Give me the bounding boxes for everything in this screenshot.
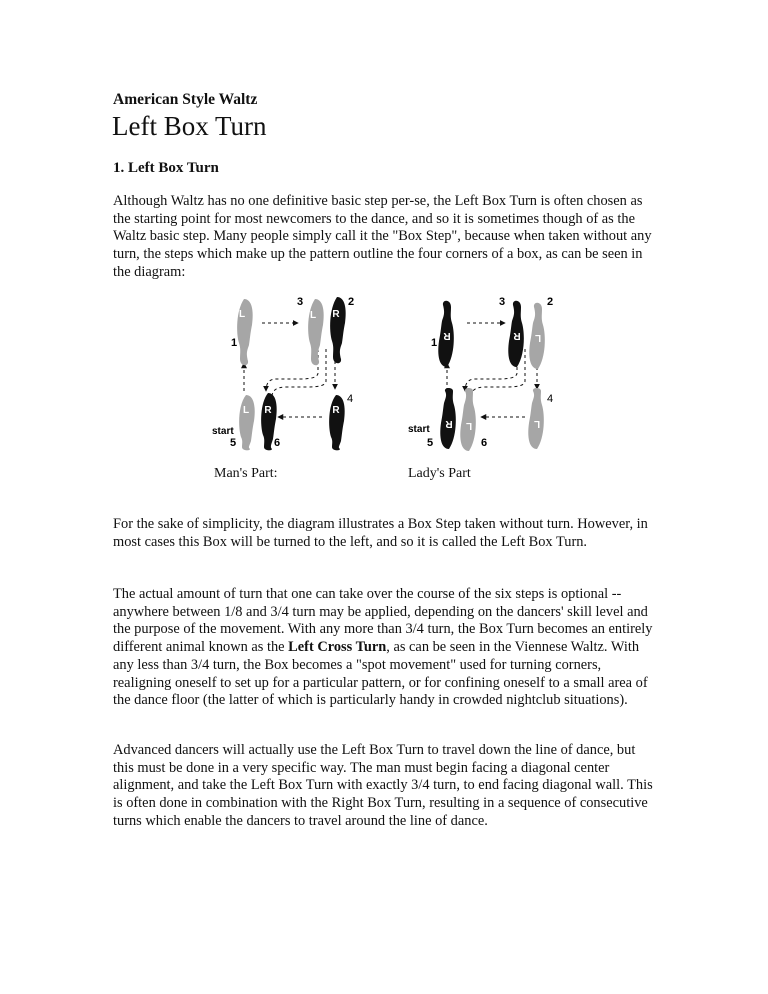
left-cross-turn-term: Left Cross Turn (288, 639, 387, 656)
step-number: 4 (547, 393, 554, 405)
foot-label: L (534, 332, 542, 343)
lady-foot-step-3 (508, 301, 524, 367)
man-foot-step-3 (308, 299, 324, 365)
step-number: 4 (347, 393, 354, 405)
foot-label: L (238, 309, 246, 320)
foot-label: L (465, 420, 473, 431)
lady-foot-step-4 (528, 388, 544, 449)
lady-foot-step-5 (440, 388, 456, 449)
document-title: Left Box Turn (112, 111, 267, 141)
step-number: 5 (230, 437, 237, 449)
paragraph-text: , as can be seen in the Viennese Waltz. With any less than 3/4 turn, the Box becomes a "spot movement" used for turning corners, realigning oneself to set up for a particular pattern, or for confining oneself to a small area of the dance floor (the latter of which is particularly handy in crowded nightclub situations). (113, 639, 648, 709)
lady-foot-step-1 (438, 301, 454, 367)
foot-label: R (332, 309, 340, 320)
foot-label: L (242, 405, 250, 416)
foot-label: R (513, 330, 521, 341)
section-heading: 1. Left Box Turn (113, 160, 219, 176)
lady-foot-step-6 (460, 388, 476, 451)
paragraph-intro: Although Waltz has no one definitive basic step per-se, the Left Box Turn is often chosen as the starting point for most newcomers to the dance, and so it is sometimes though of as the Waltz basic step. Many people simply call it the "Box Step", because when taken without any turn, the steps which make up the pattern outline the four corners of a box, as can be seen in the diagram: (113, 193, 652, 280)
step-number: 3 (297, 296, 304, 308)
caption-ladys-part: Lady's Part (408, 466, 471, 481)
paragraph-advanced-dancers: Advanced dancers will actually use the Left Box Turn to travel down the line of dance, but this must be done in a very specific way. The man must begin facing a diagonal center alignment, and take the Left Box Turn with exactly 3/4 turn, to end facing diagonal wall. This is often done in combination with the Right Box Turn, resulting in a sequence of consecutive turns which enable the dancers to travel around the line of dance. (113, 742, 653, 829)
foot-label: R (443, 330, 451, 341)
man-foot-step-5 (239, 395, 255, 450)
step-number: 1 (431, 337, 438, 349)
step-number: 6 (481, 437, 488, 449)
box-step-diagram (200, 291, 570, 453)
arrow-step-diagonal-a (266, 349, 318, 391)
step-number: 2 (348, 296, 355, 308)
caption-mans-part: Man's Part: (214, 466, 278, 481)
foot-label: L (309, 310, 317, 321)
man-foot-step-1 (237, 299, 253, 365)
step-number: 2 (547, 296, 554, 308)
paragraph-text: The actual amount of turn that one can take over the course of the six steps is optional -- anywhere between 1/8 and 3/4 turn may be applied, depending on the dancers' skill level and the purpose of the movement. With any more than 3/4 turn, the Box Turn becomes an entirely different animal known as the (113, 586, 653, 656)
paragraph-amount-of-turn (113, 586, 659, 710)
step-number: 6 (274, 437, 281, 449)
foot-label: R (264, 405, 272, 416)
foot-label: R (332, 405, 340, 416)
document-subtitle: American Style Waltz (113, 91, 258, 108)
foot-label: R (445, 418, 453, 429)
start-label: start (212, 426, 234, 437)
man-foot-step-2 (330, 297, 346, 363)
man-diagram (212, 296, 354, 450)
lady-diagram (408, 296, 553, 451)
paragraph-simplicity: For the sake of simplicity, the diagram illustrates a Box Step taken without turn. However, in most cases this Box will be turned to the left, and so it is called the Left Box Turn. (113, 516, 648, 550)
man-foot-step-4 (329, 395, 345, 450)
step-number: 5 (427, 437, 434, 449)
step-number: 3 (499, 296, 506, 308)
step-number: 1 (231, 337, 238, 349)
foot-label: L (533, 418, 541, 429)
lady-foot-step-2 (529, 303, 545, 369)
start-label: start (408, 424, 430, 435)
